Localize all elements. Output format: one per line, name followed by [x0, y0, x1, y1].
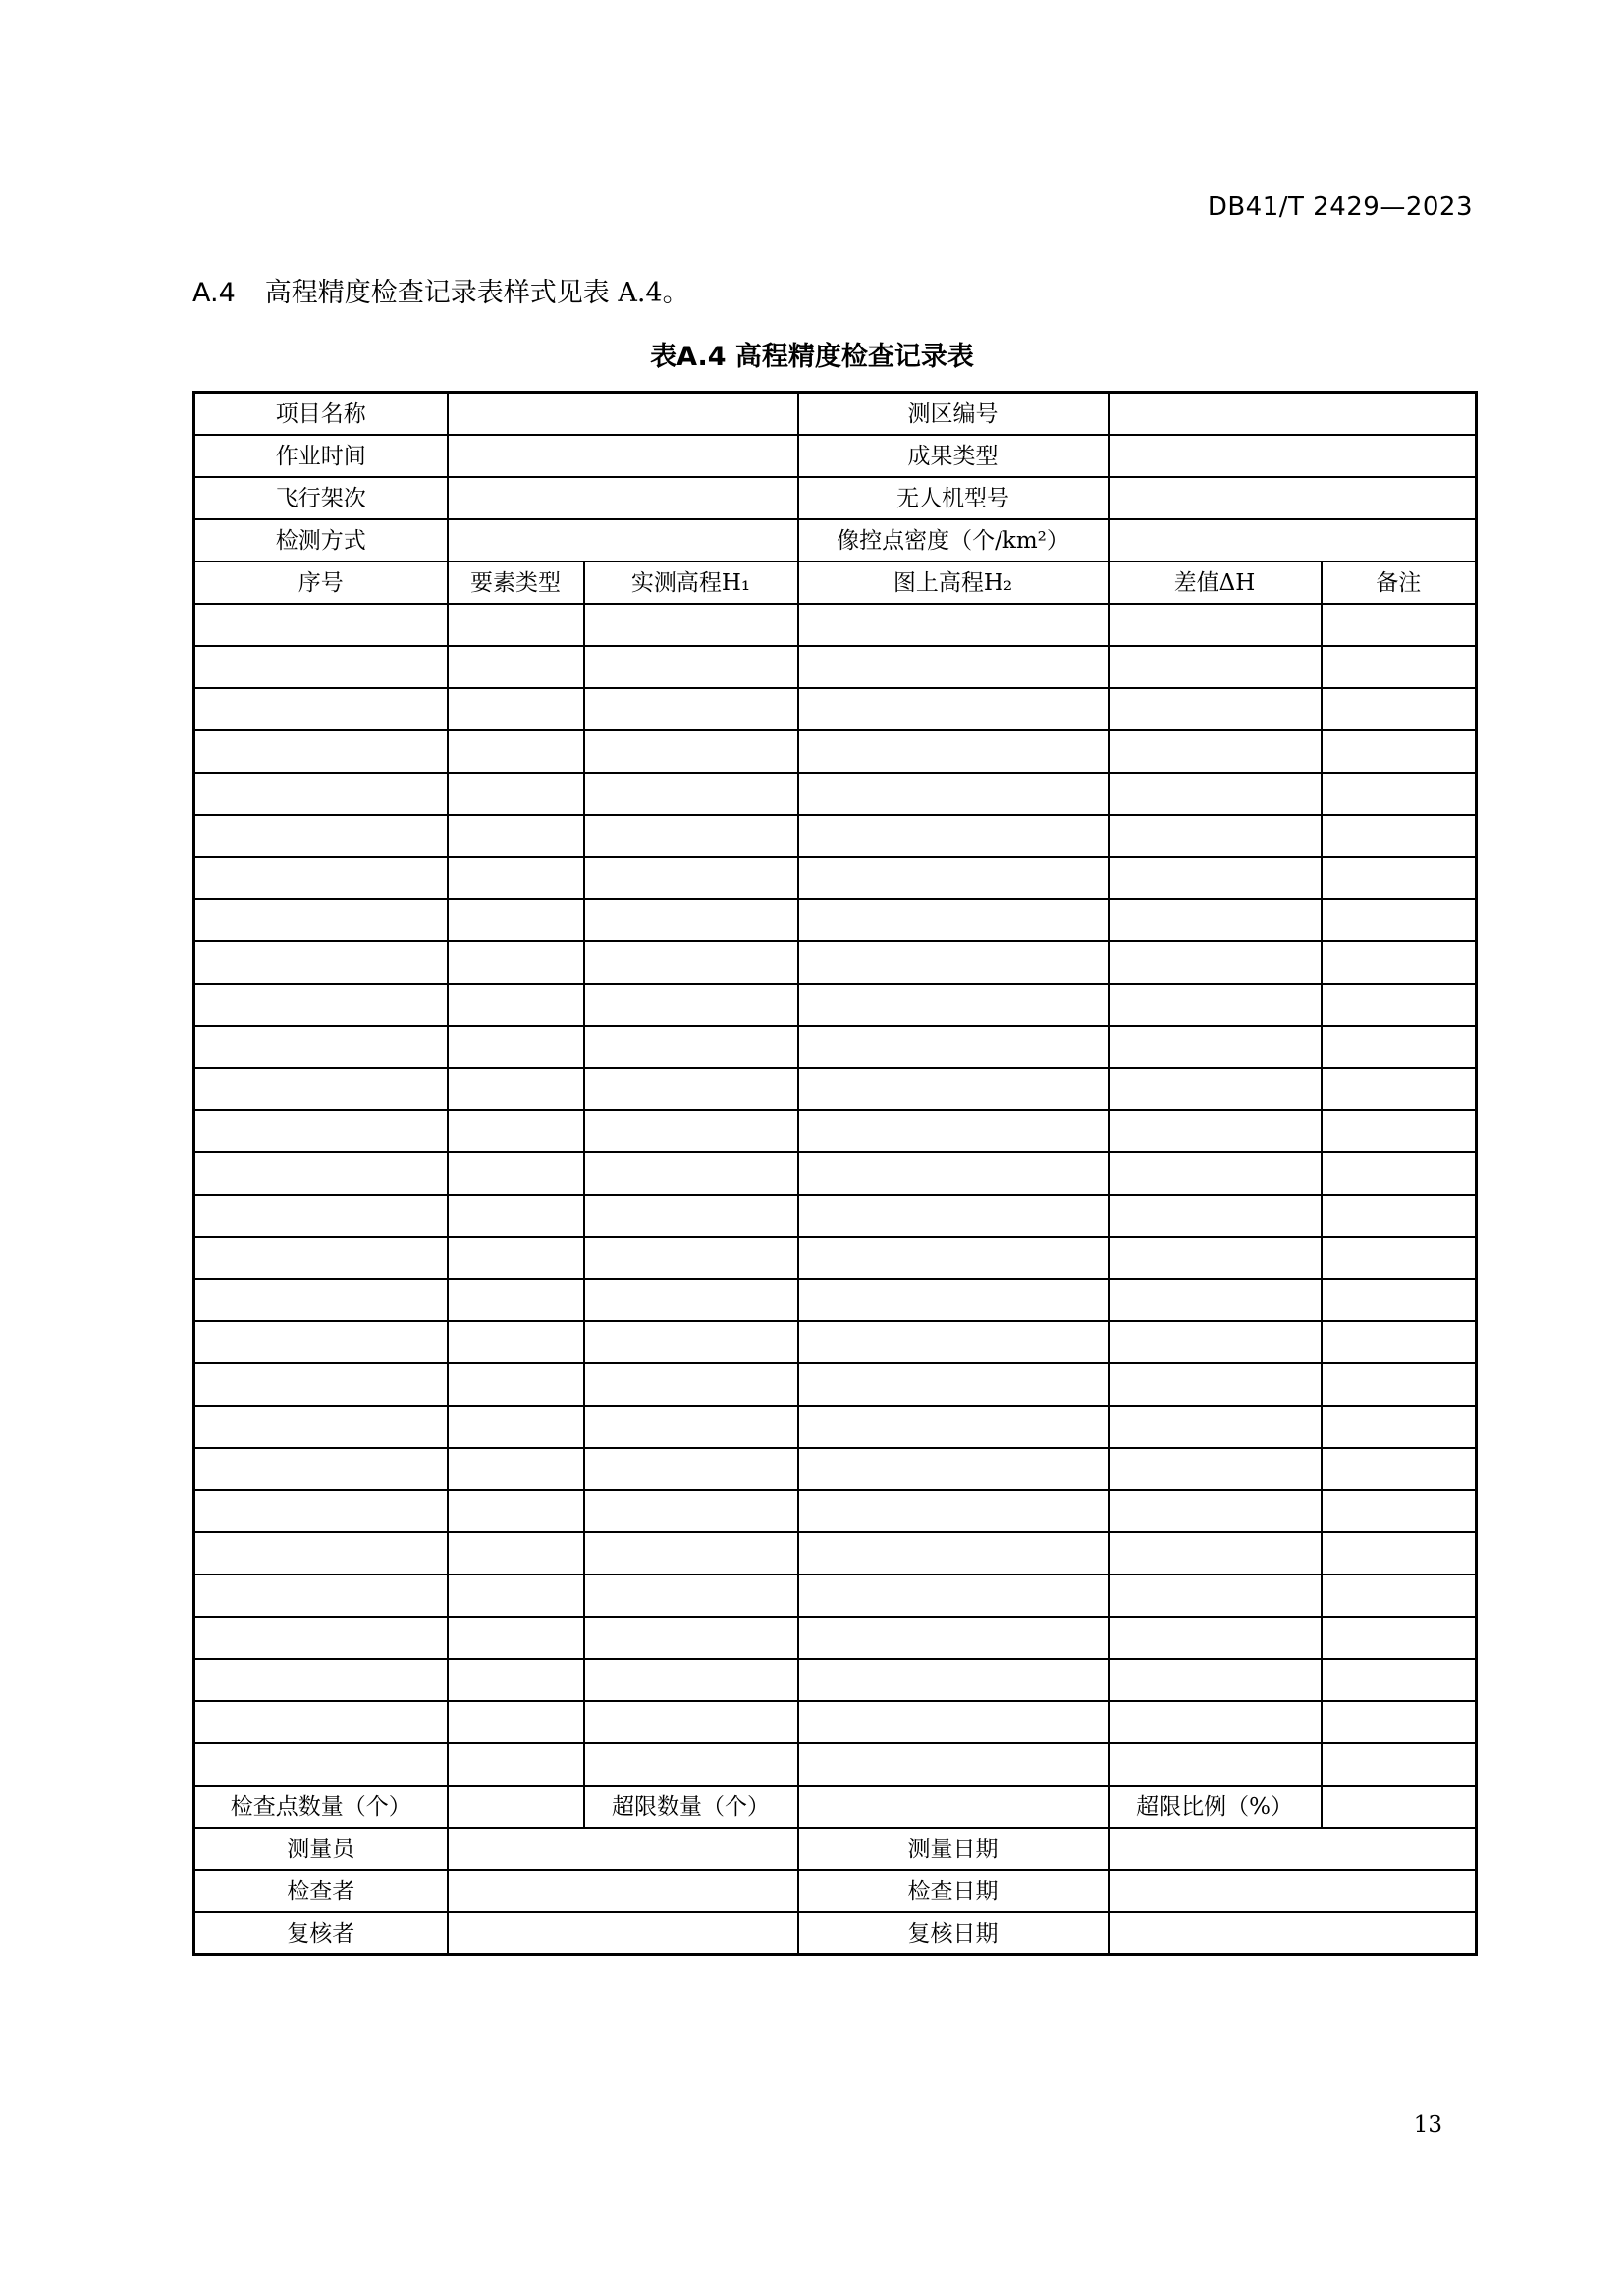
table-cell [194, 1237, 448, 1279]
table-cell [194, 1110, 448, 1152]
summary-row [194, 1786, 1477, 1828]
table-cell [798, 1321, 1109, 1363]
table-cell [448, 1617, 584, 1659]
table-cell [1109, 984, 1322, 1026]
table-cell [584, 1448, 798, 1490]
table-cell [448, 1195, 584, 1237]
table-cell [194, 1743, 448, 1786]
table-cell [798, 1068, 1109, 1110]
table-row [194, 1532, 1477, 1575]
column-header: 备注 [1322, 561, 1477, 604]
table-cell [798, 984, 1109, 1026]
table-cell [1109, 815, 1322, 857]
table-cell [798, 1026, 1109, 1068]
table-row [194, 1321, 1477, 1363]
table-cell [1322, 1195, 1477, 1237]
summary-label: 检查点数量（个） [194, 1786, 448, 1828]
table-cell [1109, 646, 1322, 688]
table-row [194, 815, 1477, 857]
table-cell [1322, 1490, 1477, 1532]
table-cell [584, 1279, 798, 1321]
table-cell [1322, 773, 1477, 815]
table-row [194, 857, 1477, 899]
table-cell [798, 773, 1109, 815]
table-cell [448, 899, 584, 941]
table-cell [1322, 688, 1477, 730]
table-cell [1109, 1026, 1322, 1068]
table-cell [1109, 604, 1322, 646]
table-cell [584, 604, 798, 646]
table-cell [1322, 1701, 1477, 1743]
table-row [194, 1617, 1477, 1659]
column-header: 序号 [194, 561, 448, 604]
table-cell [1109, 1490, 1322, 1532]
table-cell [1322, 646, 1477, 688]
table-cell [194, 604, 448, 646]
table-cell [1322, 1363, 1477, 1406]
info-value [1109, 519, 1477, 561]
table-cell [1109, 1532, 1322, 1575]
table-cell [798, 688, 1109, 730]
table-cell [1109, 1152, 1322, 1195]
info-value [448, 393, 798, 436]
table-cell [1322, 1448, 1477, 1490]
table-cell [448, 1152, 584, 1195]
table-cell [194, 815, 448, 857]
standard-code: DB41/T 2429—2023 [1207, 192, 1473, 222]
table-row [194, 604, 1477, 646]
table-cell [448, 815, 584, 857]
table-cell [448, 1659, 584, 1701]
table-row [194, 730, 1477, 773]
table-cell [1322, 1279, 1477, 1321]
table-cell [194, 688, 448, 730]
table-row [194, 1363, 1477, 1406]
table-cell [584, 1659, 798, 1701]
table-cell [1322, 1026, 1477, 1068]
table-cell [448, 646, 584, 688]
info-label: 像控点密度（个/km²） [798, 519, 1109, 561]
table-cell [584, 857, 798, 899]
table-cell [1109, 688, 1322, 730]
table-cell [798, 1363, 1109, 1406]
table-cell [448, 773, 584, 815]
info-value [1109, 393, 1477, 436]
table-cell [194, 1321, 448, 1363]
table-cell [1109, 1448, 1322, 1490]
table-row [194, 1743, 1477, 1786]
table-cell [584, 984, 798, 1026]
table-cell [448, 1448, 584, 1490]
table-row [194, 773, 1477, 815]
table-cell [584, 1743, 798, 1786]
table-cell [194, 1068, 448, 1110]
table-row [194, 984, 1477, 1026]
table-cell [584, 1575, 798, 1617]
table-row [194, 899, 1477, 941]
table-cell [798, 646, 1109, 688]
signoff-value [1109, 1912, 1477, 1955]
table-cell [448, 1110, 584, 1152]
table-cell [798, 1575, 1109, 1617]
table-cell [1322, 899, 1477, 941]
signoff-label: 测量日期 [798, 1828, 1109, 1870]
table-cell [1322, 1406, 1477, 1448]
summary-label: 超限数量（个） [584, 1786, 798, 1828]
table-cell [448, 1321, 584, 1363]
column-header: 差值ΔH [1109, 561, 1322, 604]
table-cell [1109, 899, 1322, 941]
table-cell [194, 1448, 448, 1490]
table-cell [584, 730, 798, 773]
table-cell [798, 1237, 1109, 1279]
table-cell [584, 1068, 798, 1110]
info-row [194, 477, 1477, 519]
table-cell [798, 815, 1109, 857]
elevation-accuracy-record-table [192, 391, 1478, 1956]
clause-text: 高程精度检查记录表样式见表 A.4。 [264, 278, 689, 308]
signoff-label: 复核日期 [798, 1912, 1109, 1955]
info-value [448, 519, 798, 561]
info-label: 飞行架次 [194, 477, 448, 519]
signoff-row [194, 1870, 1477, 1912]
table-cell [448, 1363, 584, 1406]
table-cell [194, 773, 448, 815]
table-cell [448, 941, 584, 984]
table-cell [584, 815, 798, 857]
info-value [1109, 477, 1477, 519]
table-cell [1109, 1195, 1322, 1237]
table-cell [448, 1026, 584, 1068]
column-header: 要素类型 [448, 561, 584, 604]
info-row [194, 435, 1477, 477]
table-cell [798, 730, 1109, 773]
table-row [194, 941, 1477, 984]
table-cell [584, 899, 798, 941]
table-cell [448, 1575, 584, 1617]
table-cell [1322, 730, 1477, 773]
table-cell [1322, 815, 1477, 857]
table-cell [1322, 1532, 1477, 1575]
table-cell [194, 1026, 448, 1068]
table-cell [448, 857, 584, 899]
table-cell [194, 1152, 448, 1195]
table-cell [798, 857, 1109, 899]
table-cell [798, 1195, 1109, 1237]
table-cell [584, 1237, 798, 1279]
table-cell [798, 1152, 1109, 1195]
info-row [194, 519, 1477, 561]
column-header: 实测高程H₁ [584, 561, 798, 604]
table-cell [1322, 1152, 1477, 1195]
table-cell [194, 899, 448, 941]
table-cell [1322, 1743, 1477, 1786]
table-cell [448, 1068, 584, 1110]
table-cell [448, 604, 584, 646]
info-row [194, 393, 1477, 436]
table-cell [1109, 1701, 1322, 1743]
table-cell [1109, 1110, 1322, 1152]
table-cell [194, 730, 448, 773]
info-label: 成果类型 [798, 435, 1109, 477]
clause-paragraph [192, 271, 689, 309]
table-cell [1322, 857, 1477, 899]
table-cell [1109, 941, 1322, 984]
table-row [194, 1152, 1477, 1195]
signoff-row [194, 1828, 1477, 1870]
table-row [194, 1237, 1477, 1279]
table-cell [448, 1532, 584, 1575]
table-row [194, 1448, 1477, 1490]
table-cell [448, 984, 584, 1026]
signoff-value [1109, 1870, 1477, 1912]
table-row [194, 1068, 1477, 1110]
table-cell [1109, 1617, 1322, 1659]
table-cell [584, 1195, 798, 1237]
info-label: 无人机型号 [798, 477, 1109, 519]
clause-number: A.4 [192, 278, 236, 308]
table-row [194, 688, 1477, 730]
table-cell [194, 1195, 448, 1237]
table-cell [194, 1279, 448, 1321]
table-cell [584, 1532, 798, 1575]
info-label: 测区编号 [798, 393, 1109, 436]
table-cell [1109, 1575, 1322, 1617]
table-cell [1109, 1363, 1322, 1406]
table-cell [798, 1743, 1109, 1786]
table-cell [194, 1659, 448, 1701]
table-row [194, 1575, 1477, 1617]
table-cell [798, 1701, 1109, 1743]
table-cell [194, 1406, 448, 1448]
summary-value [448, 1786, 584, 1828]
table-row [194, 1195, 1477, 1237]
table-cell [584, 1110, 798, 1152]
table-cell [1109, 857, 1322, 899]
table-cell [584, 688, 798, 730]
table-cell [1322, 1575, 1477, 1617]
table-cell [584, 646, 798, 688]
table-cell [194, 1532, 448, 1575]
table-cell [798, 1659, 1109, 1701]
signoff-value [448, 1828, 798, 1870]
table-cell [798, 604, 1109, 646]
table-cell [1322, 604, 1477, 646]
info-label: 作业时间 [194, 435, 448, 477]
table-cell [448, 1279, 584, 1321]
signoff-value [448, 1912, 798, 1955]
signoff-label: 测量员 [194, 1828, 448, 1870]
table-cell [798, 1406, 1109, 1448]
table-cell [798, 899, 1109, 941]
table-cell [798, 1110, 1109, 1152]
table-cell [1109, 1068, 1322, 1110]
table-cell [1109, 1237, 1322, 1279]
table-cell [798, 941, 1109, 984]
table-cell [584, 773, 798, 815]
table-cell [194, 1490, 448, 1532]
table-row [194, 1026, 1477, 1068]
table-cell [1109, 1659, 1322, 1701]
table-cell [798, 1448, 1109, 1490]
info-label: 检测方式 [194, 519, 448, 561]
table-row [194, 646, 1477, 688]
signoff-label: 检查者 [194, 1870, 448, 1912]
table-cell [584, 1406, 798, 1448]
table-cell [194, 1617, 448, 1659]
table-cell [798, 1617, 1109, 1659]
table-cell [1109, 1406, 1322, 1448]
table-row [194, 1406, 1477, 1448]
table-cell [1322, 1659, 1477, 1701]
info-value [448, 477, 798, 519]
table-cell [584, 1152, 798, 1195]
table-cell [194, 646, 448, 688]
table-cell [584, 1321, 798, 1363]
summary-value [798, 1786, 1109, 1828]
table-cell [194, 941, 448, 984]
table-cell [448, 1743, 584, 1786]
table-cell [584, 941, 798, 984]
table-cell [584, 1701, 798, 1743]
table-row [194, 1701, 1477, 1743]
table-cell [1322, 984, 1477, 1026]
table-row [194, 1279, 1477, 1321]
info-value [448, 435, 798, 477]
table-cell [1109, 1279, 1322, 1321]
table-cell [448, 688, 584, 730]
table-cell [1322, 1068, 1477, 1110]
table-cell [1322, 1110, 1477, 1152]
table-cell [1109, 1743, 1322, 1786]
table-cell [584, 1490, 798, 1532]
table-cell [1109, 1321, 1322, 1363]
table-row [194, 1490, 1477, 1532]
table-cell [584, 1026, 798, 1068]
info-label: 项目名称 [194, 393, 448, 436]
table-cell [1322, 941, 1477, 984]
signoff-value [1109, 1828, 1477, 1870]
table-cell [1322, 1617, 1477, 1659]
signoff-label: 复核者 [194, 1912, 448, 1955]
table-cell [1109, 773, 1322, 815]
table-cell [1322, 1237, 1477, 1279]
table-cell [584, 1617, 798, 1659]
table-row [194, 1659, 1477, 1701]
table-row [194, 1110, 1477, 1152]
table-cell [194, 857, 448, 899]
table-cell [798, 1532, 1109, 1575]
summary-label: 超限比例（%） [1109, 1786, 1322, 1828]
table-cell [448, 1490, 584, 1532]
table-cell [194, 1701, 448, 1743]
signoff-value [448, 1870, 798, 1912]
signoff-row [194, 1912, 1477, 1955]
column-header-row [194, 561, 1477, 604]
data-rows [194, 604, 1477, 1786]
table-cell [798, 1279, 1109, 1321]
table-cell [194, 1575, 448, 1617]
info-value [1109, 435, 1477, 477]
signoff-label: 检查日期 [798, 1870, 1109, 1912]
table-cell [194, 1363, 448, 1406]
table-cell [798, 1490, 1109, 1532]
table-cell [448, 1701, 584, 1743]
table-cell [448, 1237, 584, 1279]
table-cell [448, 1406, 584, 1448]
table-cell [1109, 730, 1322, 773]
table-title: 表A.4 高程精度检查记录表 [650, 342, 974, 372]
table-cell [584, 1363, 798, 1406]
page-number: 13 [1413, 2112, 1442, 2138]
table-cell [448, 730, 584, 773]
table-cell [1322, 1321, 1477, 1363]
table-cell [194, 984, 448, 1026]
summary-value [1322, 1786, 1477, 1828]
column-header: 图上高程H₂ [798, 561, 1109, 604]
